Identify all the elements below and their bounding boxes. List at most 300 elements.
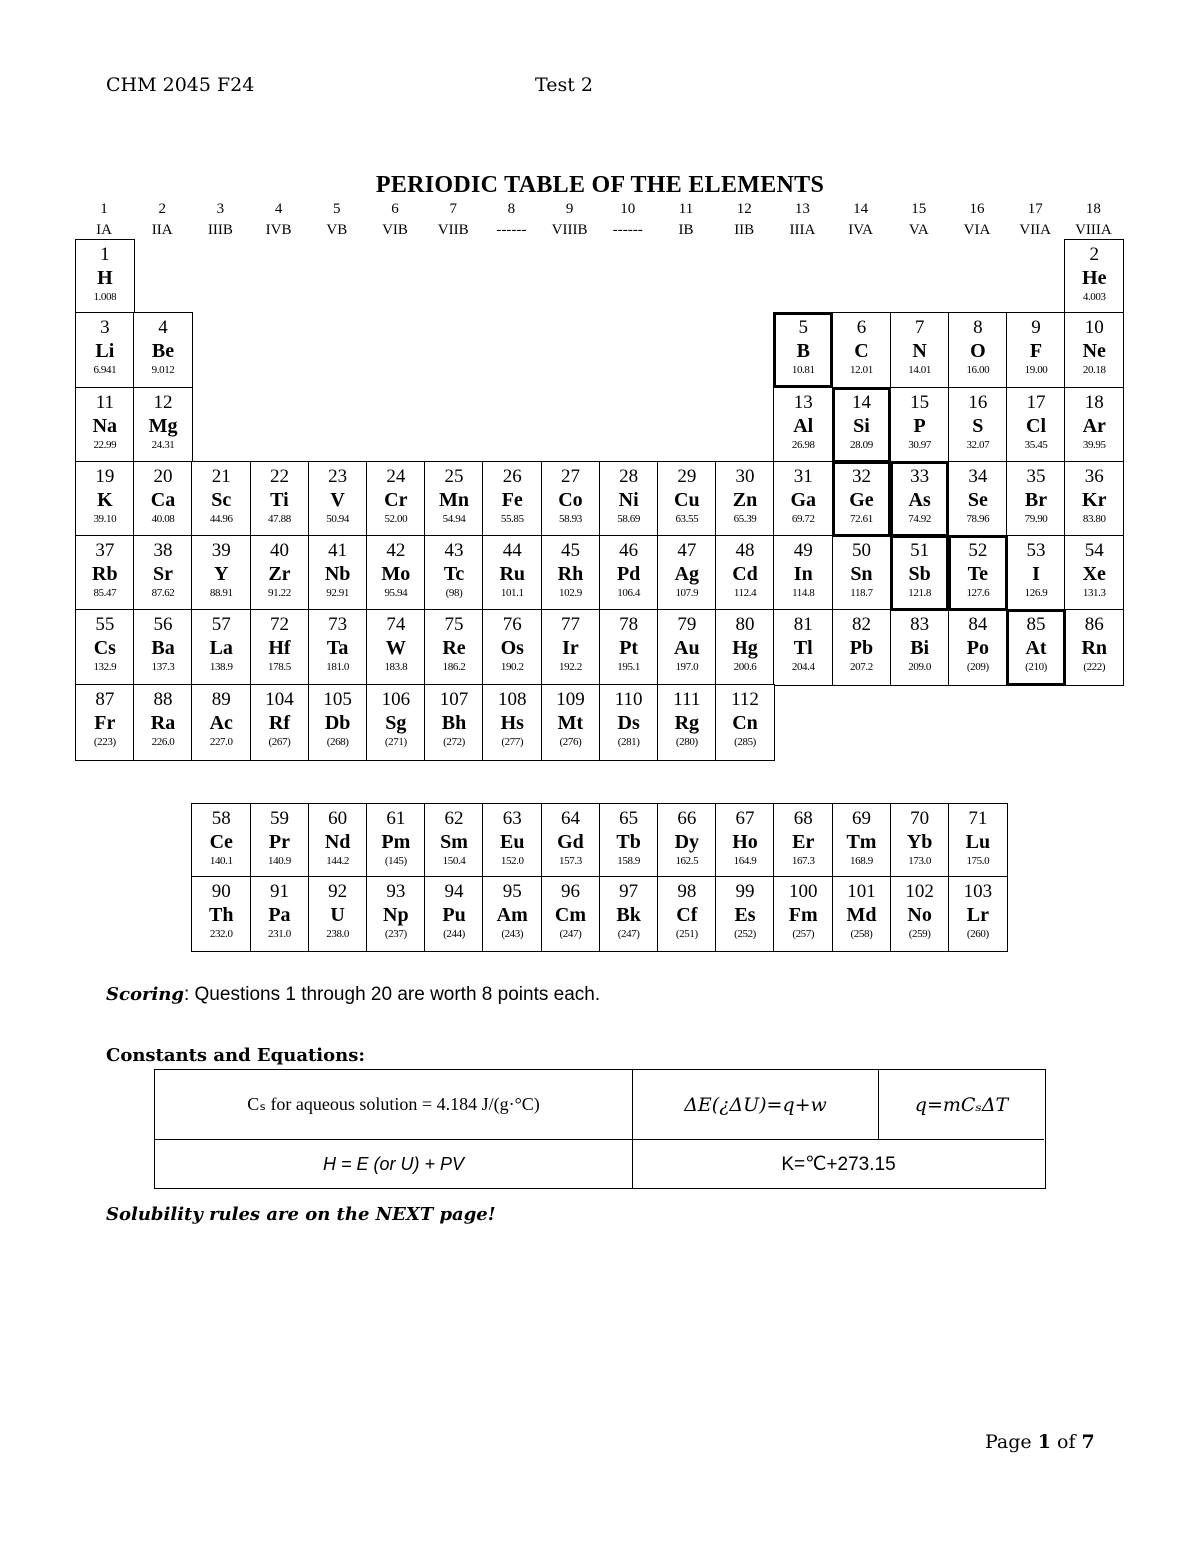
atomic-number: 96: [560, 881, 580, 902]
element-lr: [948, 876, 1008, 952]
group-number: 4: [274, 201, 283, 217]
atomic-number: 39: [211, 540, 231, 561]
atomic-number: 88: [153, 689, 173, 710]
atomic-mass: 24.31: [151, 439, 175, 451]
atomic-mass: (276): [559, 736, 582, 748]
element-au: [657, 609, 717, 686]
atomic-number: 74: [386, 614, 406, 635]
atomic-number: 49: [793, 540, 813, 561]
atomic-mass: 6.941: [93, 364, 117, 376]
element-symbol: Cr: [384, 489, 408, 511]
element-s: [948, 387, 1008, 463]
group-label-8: [482, 201, 540, 238]
atomic-mass: 162.5: [675, 855, 699, 867]
element-ir: [541, 609, 601, 686]
element-np: [366, 876, 426, 952]
element-symbol: Md: [846, 904, 877, 926]
group-roman: VB: [326, 222, 348, 238]
element-si: [832, 387, 892, 463]
heat-equation: q=mCₛΔT: [879, 1070, 1044, 1140]
element-mo: [366, 535, 426, 611]
atomic-mass: (267): [268, 736, 291, 748]
element-symbol: Sm: [440, 831, 468, 853]
element-symbol: Cs: [93, 637, 116, 659]
atomic-number: 18: [1084, 392, 1104, 413]
group-roman: VIIB: [437, 222, 469, 238]
atomic-number: 82: [851, 614, 871, 635]
atomic-mass: (259): [908, 928, 931, 940]
atomic-mass: 118.7: [850, 587, 873, 599]
element-symbol: Mg: [148, 415, 178, 437]
atomic-number: 23: [328, 466, 348, 487]
atomic-mass: (281): [617, 736, 640, 748]
element-ca: [133, 461, 193, 537]
element-symbol: Lu: [965, 831, 991, 853]
element-h: [75, 239, 135, 314]
atomic-mass: 72.61: [850, 513, 873, 525]
atomic-mass: 167.3: [791, 855, 815, 867]
atomic-number: 111: [673, 689, 701, 710]
atomic-number: 92: [328, 881, 348, 902]
element-symbol: Pd: [616, 563, 641, 585]
element-p: [890, 387, 950, 463]
element-symbol: Sr: [153, 563, 174, 585]
element-yb: [890, 803, 950, 878]
atomic-mass: 39.10: [93, 513, 117, 525]
atomic-number: 26: [502, 466, 522, 487]
element-ru: [482, 535, 542, 611]
atomic-number: 105: [323, 689, 352, 710]
atomic-number: 28: [619, 466, 639, 487]
atomic-number: 78: [619, 614, 639, 635]
element-y: [191, 535, 251, 611]
group-number: 2: [158, 201, 166, 217]
element-tm: [832, 803, 892, 878]
atomic-mass: (98): [445, 587, 463, 599]
element-rh: [541, 535, 601, 611]
group-label-18: [1064, 201, 1122, 238]
atomic-number: 81: [793, 614, 813, 635]
group-roman: VIB: [382, 222, 408, 238]
element-symbol: Bk: [616, 904, 641, 926]
atomic-mass: (285): [734, 736, 756, 748]
atomic-mass: 152.0: [500, 855, 524, 867]
element-symbol: Fe: [501, 489, 523, 511]
element-symbol: Pm: [381, 831, 411, 853]
element-ge: [832, 461, 892, 537]
atomic-number: 66: [677, 808, 697, 829]
element-symbol: Xe: [1082, 563, 1106, 585]
atomic-mass: 78.96: [966, 513, 990, 525]
element-symbol: Ba: [151, 637, 175, 659]
atomic-number: 45: [560, 540, 580, 561]
atomic-number: 46: [619, 540, 639, 561]
element-symbol: Rh: [557, 563, 584, 585]
atomic-number: 20: [153, 466, 173, 487]
element-symbol: Fm: [788, 904, 818, 926]
atomic-mass: 63.55: [675, 513, 699, 525]
atomic-mass: 173.0: [908, 855, 932, 867]
element-kr: [1064, 461, 1124, 537]
element-symbol: Dy: [674, 831, 700, 853]
atomic-mass: (280): [675, 736, 698, 748]
group-number: 18: [1085, 201, 1101, 217]
atomic-mass: 131.3: [1082, 587, 1106, 599]
group-label-4: [250, 201, 308, 238]
element-symbol: Ta: [326, 637, 349, 659]
atomic-number: 83: [910, 614, 930, 635]
group-number: 3: [216, 201, 225, 217]
atomic-mass: (145): [384, 855, 407, 867]
atomic-number: 108: [497, 689, 527, 710]
element-rn: [1064, 609, 1124, 686]
group-label-13: [773, 201, 831, 238]
element-ac: [191, 684, 251, 761]
of-word: of: [1057, 1431, 1076, 1453]
element-symbol: Pt: [619, 637, 639, 659]
atomic-mass: 107.9: [675, 587, 699, 599]
element-symbol: Rg: [674, 712, 700, 734]
atomic-number: 77: [560, 614, 580, 635]
atomic-number: 30: [735, 466, 755, 487]
element-symbol: Rb: [92, 563, 118, 585]
element-symbol: Es: [734, 904, 756, 926]
atomic-number: 99: [735, 881, 755, 902]
group-number: 17: [1027, 201, 1043, 217]
element-pu: [424, 876, 484, 952]
element-symbol: Hg: [732, 637, 758, 659]
group-label-14: [832, 201, 890, 238]
atomic-mass: 126.9: [1024, 587, 1048, 599]
element-symbol: Tl: [793, 637, 813, 659]
element-ar: [1064, 387, 1124, 463]
element-co: [541, 461, 601, 537]
element-symbol: Re: [442, 637, 466, 659]
constants-heading: Constants and Equations:: [106, 1045, 366, 1066]
atomic-mass: 197.0: [675, 661, 699, 673]
atomic-number: 48: [735, 540, 755, 561]
atomic-mass: 83.80: [1082, 513, 1106, 525]
atomic-number: 16: [968, 392, 988, 413]
element-symbol: Ar: [1082, 415, 1106, 437]
element-symbol: Sg: [385, 712, 407, 734]
group-roman: VIIIA: [1075, 222, 1112, 238]
element-pr: [250, 803, 310, 878]
atomic-mass: 9.012: [151, 364, 175, 376]
element-ra: [133, 684, 193, 761]
element-symbol: Ag: [674, 563, 700, 585]
element-symbol: Np: [383, 904, 409, 926]
atomic-mass: (258): [850, 928, 873, 940]
element-symbol: Cn: [732, 712, 758, 734]
element-rf: [250, 684, 310, 761]
element-symbol: Gd: [557, 831, 584, 853]
atomic-number: 2: [1089, 244, 1099, 265]
group-number: 15: [911, 201, 927, 217]
element-c: [832, 312, 892, 388]
atomic-number: 71: [968, 808, 988, 829]
atomic-number: 9: [1031, 317, 1041, 338]
atomic-mass: 54.94: [442, 513, 466, 525]
element-symbol: Cl: [1026, 415, 1047, 437]
atomic-mass: 91.22: [268, 587, 291, 599]
atomic-number: 4: [158, 317, 168, 338]
element-rb: [75, 535, 135, 611]
atomic-number: 85: [1026, 614, 1046, 635]
atomic-mass: 112.4: [733, 587, 757, 599]
atomic-number: 79: [677, 614, 697, 635]
atomic-number: 101: [847, 881, 876, 902]
element-ce: [191, 803, 251, 878]
atomic-number: 61: [386, 808, 406, 829]
element-symbol: Cm: [554, 904, 586, 926]
atomic-mass: 238.0: [326, 928, 350, 940]
element-i: [1006, 535, 1066, 611]
current-page: 1: [1037, 1431, 1051, 1453]
atomic-number: 86: [1084, 614, 1104, 635]
element-symbol: S: [972, 415, 984, 437]
element-symbol: Ds: [617, 712, 640, 734]
element-symbol: Fr: [94, 712, 116, 734]
atomic-mass: 52.00: [384, 513, 408, 525]
element-symbol: He: [1082, 267, 1107, 289]
element-ta: [308, 609, 368, 686]
element-v: [308, 461, 368, 537]
element-cu: [657, 461, 717, 537]
atomic-number: 24: [386, 466, 406, 487]
atomic-number: 31: [793, 466, 813, 487]
group-label-2: [133, 201, 191, 238]
atomic-mass: 58.93: [559, 513, 582, 525]
group-number: 12: [736, 201, 752, 217]
element-symbol: Sb: [908, 563, 931, 585]
atomic-number: 107: [439, 689, 469, 710]
element-symbol: Kr: [1082, 489, 1107, 511]
element-ni: [599, 461, 659, 537]
group-label-12: [715, 201, 773, 238]
atomic-number: 17: [1026, 392, 1046, 413]
element-symbol: W: [385, 637, 406, 659]
atomic-number: 15: [910, 392, 930, 413]
enthalpy-equation: H = E (or U) + PV: [155, 1140, 633, 1188]
element-sm: [424, 803, 484, 878]
element-symbol: Te: [967, 563, 989, 585]
atomic-mass: 140.9: [268, 855, 291, 867]
element-bk: [599, 876, 659, 952]
atomic-number: 29: [677, 466, 697, 487]
group-number: 9: [565, 201, 574, 217]
atomic-number: 6: [856, 317, 867, 338]
element-symbol: Db: [324, 712, 351, 734]
atomic-number: 36: [1084, 466, 1104, 487]
atomic-number: 93: [386, 881, 406, 902]
atomic-number: 58: [211, 808, 231, 829]
element-symbol: Tm: [846, 831, 877, 853]
atomic-mass: 140.1: [209, 855, 233, 867]
element-symbol: In: [793, 563, 813, 585]
atomic-mass: 58.69: [617, 513, 641, 525]
atomic-mass: 106.4: [617, 587, 641, 599]
atomic-number: 87: [95, 689, 115, 710]
atomic-mass: 137.3: [151, 661, 175, 673]
atomic-mass: 85.47: [93, 587, 117, 599]
element-pm: [366, 803, 426, 878]
element-rg: [657, 684, 717, 761]
atomic-number: 47: [677, 540, 697, 561]
atomic-mass: 19.00: [1024, 364, 1048, 376]
atomic-number: 89: [211, 689, 231, 710]
atomic-number: 72: [269, 614, 289, 635]
group-label-9: [541, 201, 599, 238]
atomic-number: 60: [328, 808, 348, 829]
element-symbol: Lr: [966, 904, 989, 926]
element-symbol: Am: [496, 904, 528, 926]
element-mg: [133, 387, 193, 463]
group-number: 13: [794, 201, 810, 217]
element-pa: [250, 876, 310, 952]
atomic-mass: 10.81: [791, 364, 815, 376]
atomic-mass: 44.96: [209, 513, 233, 525]
periodic-table-title: PERIODIC TABLE OF THE ELEMENTS: [375, 172, 825, 198]
element-db: [308, 684, 368, 761]
course-header: CHM 2045 F24: [106, 74, 255, 96]
solubility-note: Solubility rules are on the NEXT page!: [106, 1204, 496, 1225]
element-symbol: Th: [209, 904, 234, 926]
atomic-number: 5: [798, 317, 808, 338]
element-xe: [1064, 535, 1124, 611]
element-sb: [890, 535, 950, 611]
element-mt: [541, 684, 601, 761]
atomic-number: 19: [95, 466, 115, 487]
element-symbol: Tc: [443, 563, 465, 585]
element-no: [890, 876, 950, 952]
element-th: [191, 876, 251, 952]
element-symbol: Zn: [732, 489, 758, 511]
atomic-number: 1: [100, 244, 110, 265]
atomic-number: 25: [444, 466, 464, 487]
atomic-number: 109: [556, 689, 585, 710]
atomic-number: 73: [328, 614, 348, 635]
element-symbol: Y: [214, 563, 229, 585]
group-number: 1: [100, 201, 108, 217]
element-symbol: La: [209, 637, 233, 659]
element-cf: [657, 876, 717, 952]
element-symbol: U: [330, 904, 345, 926]
element-mn: [424, 461, 484, 537]
element-symbol: Co: [558, 489, 583, 511]
atomic-number: 103: [963, 881, 993, 902]
group-roman: ------: [496, 222, 527, 238]
atomic-number: 104: [265, 689, 294, 710]
group-roman: IVA: [848, 222, 873, 238]
element-bh: [424, 684, 484, 761]
atomic-number: 7: [914, 317, 925, 338]
atomic-mass: (237): [384, 928, 407, 940]
atomic-mass: (260): [966, 928, 989, 940]
element-hf: [250, 609, 310, 686]
atomic-mass: 35.45: [1024, 439, 1048, 451]
atomic-mass: 138.9: [209, 661, 233, 673]
element-tc: [424, 535, 484, 611]
group-roman: VIIIB: [551, 222, 588, 238]
group-label-6: [366, 201, 424, 238]
atomic-number: 27: [560, 466, 580, 487]
element-symbol: Au: [674, 637, 700, 659]
element-symbol: Eu: [500, 831, 525, 853]
group-roman: VIIA: [1019, 222, 1052, 238]
element-symbol: As: [908, 489, 931, 511]
element-symbol: Ga: [790, 489, 817, 511]
atomic-number: 53: [1026, 540, 1046, 561]
element-symbol: Nb: [324, 563, 351, 585]
atomic-number: 65: [619, 808, 639, 829]
element-n: [890, 312, 950, 388]
atomic-number: 21: [211, 466, 231, 487]
atomic-number: 35: [1026, 466, 1046, 487]
atomic-number: 80: [735, 614, 755, 635]
atomic-mass: 231.0: [268, 928, 291, 940]
group-number: 6: [391, 201, 399, 217]
element-symbol: Yb: [906, 831, 933, 853]
atomic-number: 40: [269, 540, 289, 561]
atomic-mass: 227.0: [209, 736, 233, 748]
group-roman: IA: [96, 222, 112, 238]
element-dy: [657, 803, 717, 878]
atomic-mass: (268): [326, 736, 349, 748]
element-cd: [715, 535, 775, 611]
element-symbol: Ho: [732, 831, 758, 853]
atomic-number: 100: [788, 881, 818, 902]
group-roman: IIIA: [789, 222, 816, 238]
element-cm: [541, 876, 601, 952]
element-symbol: Be: [151, 340, 175, 362]
atomic-mass: 47.88: [268, 513, 291, 525]
atomic-number: 70: [910, 808, 930, 829]
element-fe: [482, 461, 542, 537]
atomic-number: 44: [502, 540, 522, 561]
element-symbol: Ni: [618, 489, 639, 511]
atomic-mass: 168.9: [850, 855, 873, 867]
atomic-mass: 186.2: [442, 661, 466, 673]
atomic-mass: 178.5: [268, 661, 291, 673]
atomic-mass: 175.0: [966, 855, 990, 867]
atomic-mass: 158.9: [617, 855, 641, 867]
element-symbol: Al: [793, 415, 814, 437]
atomic-number: 22: [269, 466, 289, 487]
atomic-mass: (244): [443, 928, 465, 940]
atomic-mass: (223): [93, 736, 116, 748]
element-cl: [1006, 387, 1066, 463]
element-re: [424, 609, 484, 686]
element-sn: [832, 535, 892, 611]
atomic-mass: 150.4: [442, 855, 466, 867]
atomic-mass: 121.8: [908, 587, 932, 599]
atomic-number: 97: [619, 881, 639, 902]
element-gd: [541, 803, 601, 878]
atomic-number: 52: [968, 540, 988, 561]
group-label-5: [308, 201, 366, 238]
atomic-number: 54: [1084, 540, 1104, 561]
atomic-mass: 28.09: [850, 439, 873, 451]
atomic-mass: 65.39: [733, 513, 757, 525]
scoring-label: Scoring: [106, 984, 184, 1005]
group-number: 16: [969, 201, 985, 217]
scoring-text: : Questions 1 through 20 are worth 8 points each.: [183, 984, 601, 1005]
atomic-mass: 114.8: [792, 587, 815, 599]
atomic-mass: 26.98: [791, 439, 815, 451]
group-roman: VIA: [963, 222, 991, 238]
element-te: [948, 535, 1008, 611]
